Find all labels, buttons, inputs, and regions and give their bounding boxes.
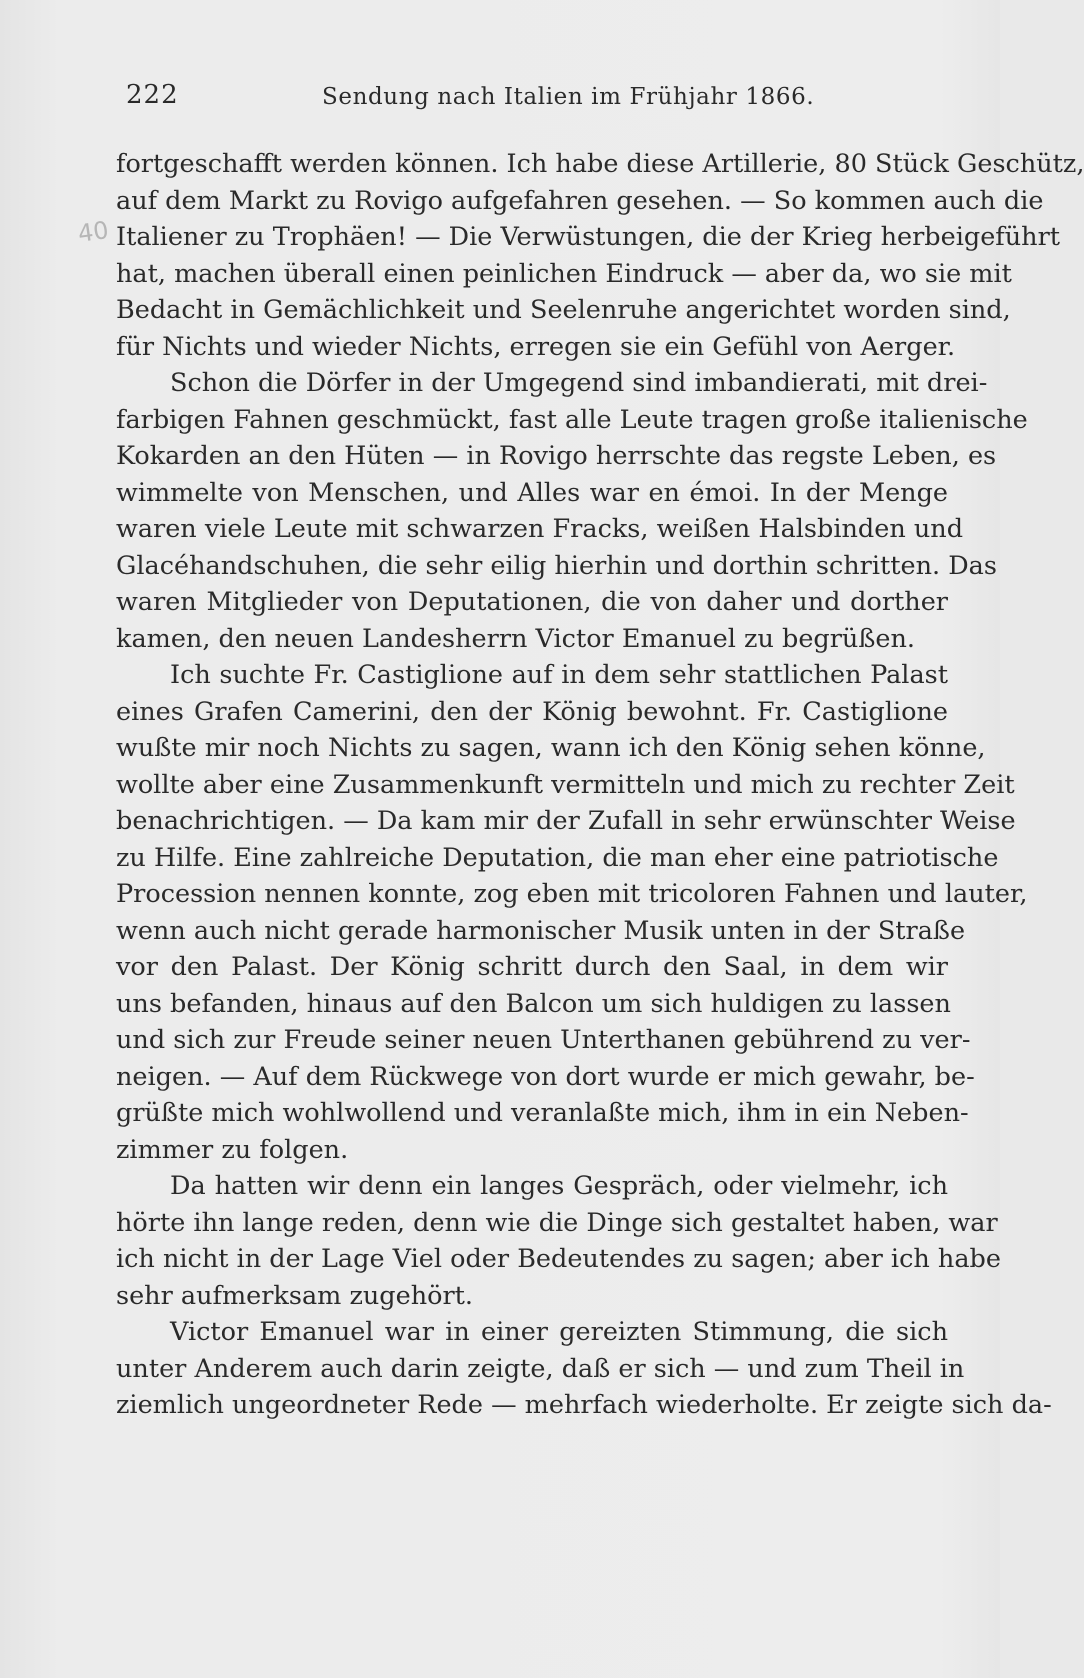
text-line: Da hatten wir denn ein langes Gespräch, oder vielmehr, ich [170,1171,948,1201]
running-title: Sendung nach Italien im Frühjahr 1866. [322,84,815,110]
text-line: Kokarden an den Hüten — in Rovigo herrschte das regste Leben, es [116,441,997,471]
text-line: zimmer zu folgen. [116,1134,349,1165]
text-line: unter Anderem auch darin zeigte, daß er sich — und zum Theil in [116,1353,965,1384]
text-line: wimmelte von Menschen, und Alles war en émoi. In der Menge [116,477,948,508]
text-line: wußte mir noch Nichts zu sagen, wann ich den König sehen könne, [116,733,986,763]
text-line: eines Grafen Camerini, den der König bewohnt. Fr. Castiglione [116,696,948,727]
body-text [116,146,1084,1424]
text-line: wollte aber eine Zusammenkunft vermitteln und mich zu rechter Zeit [116,769,1015,800]
text-line: Procession nennen konnte, zog eben mit tricoloren Fahnen und lauter, [116,879,1028,909]
text-line: Bedacht in Gemächlichkeit und Seelenruhe angerichtet worden sind, [116,295,1011,325]
text-line: Glacéhandschuhen, die sehr eilig hierhin und dorthin schritten. Das [116,550,997,581]
text-line: waren viele Leute mit schwarzen Fracks, weißen Halsbinden und [116,514,964,544]
text-line: uns befanden, hinaus auf den Balcon um sich huldigen zu lassen [116,988,951,1019]
text-line: ich nicht in der Lage Viel oder Bedeutendes zu sagen; aber ich habe [116,1244,1001,1274]
pencil-margin-note: 40 [76,216,111,248]
text-line: Ich suchte Fr. Castiglione auf in dem sehr stattlichen Palast [170,660,948,690]
text-line: vor den Palast. Der König schritt durch den Saal, in dem wir [116,952,948,982]
text-line: Victor Emanuel war in einer gereizten Stimmung, die sich [170,1317,948,1347]
page-header [126,80,815,116]
text-line: Italiener zu Trophäen! — Die Verwüstungen, die der Krieg herbeigeführt [116,222,1061,252]
text-line: fortgeschafft werden können. Ich habe diese Artillerie, 80 Stück Geschütz, [116,149,1084,179]
text-line: grüßte mich wohlwollend und veranlaßte mich, ihm in ein Neben- [116,1098,969,1128]
text-line: auf dem Markt zu Rovigo aufgefahren gesehen. — So kommen auch die [116,185,1044,216]
text-line: hat, machen überall einen peinlichen Eindruck — aber da, wo sie mit [116,258,1012,289]
page-number: 222 [126,80,179,110]
text-line: hörte ihn lange reden, denn wie die Dinge sich gestaltet haben, war [116,1207,998,1238]
text-line: Schon die Dörfer in der Umgegend sind imbandierati, mit drei- [170,368,988,398]
text-line: sehr aufmerksam zugehört. [116,1280,474,1311]
text-line: und sich zur Freude seiner neuen Unterthanen gebührend zu ver- [116,1025,971,1055]
text-line: ziemlich ungeordneter Rede — mehrfach wiederholte. Er zeigte sich da- [116,1390,1052,1420]
text-line: farbigen Fahnen geschmückt, fast alle Leute tragen große italienische [116,404,1028,435]
text-line: zu Hilfe. Eine zahlreiche Deputation, die man eher eine patriotische [116,842,999,873]
text-line: für Nichts und wieder Nichts, erregen sie ein Gefühl von Aerger. [116,331,956,362]
text-line: wenn auch nicht gerade harmonischer Musik unten in der Straße [116,915,966,946]
text-line: waren Mitglieder von Deputationen, die von daher und dorther [116,587,948,617]
text-line: kamen, den neuen Landesherrn Victor Emanuel zu begrüßen. [116,623,916,654]
text-line: benachrichtigen. — Da kam mir der Zufall in sehr erwünschter Weise [116,806,1016,836]
text-line: neigen. — Auf dem Rückwege von dort wurde er mich gewahr, be- [116,1061,975,1092]
